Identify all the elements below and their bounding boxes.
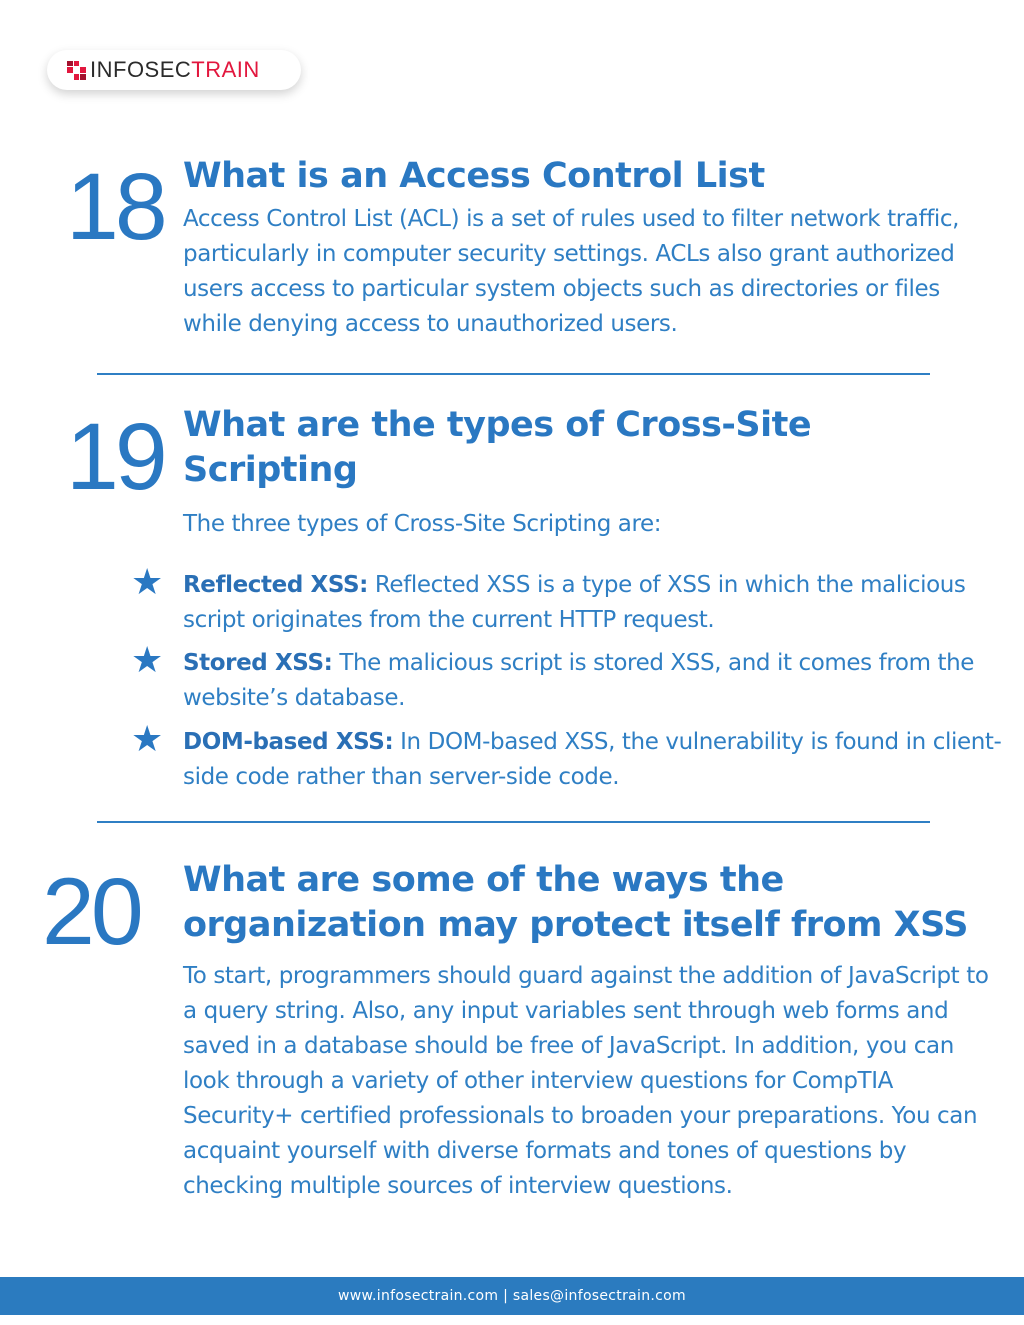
brand-logo [47,50,301,90]
list-item [131,640,1003,716]
logo-mark-icon [67,61,86,80]
logo-text: INFOSECTRAIN [90,57,260,82]
question-number-19: 19 [66,404,164,510]
list-item [131,562,1003,638]
question-number-20: 20 [42,859,140,965]
star-icon: ★ [131,562,163,603]
section-divider [97,821,930,823]
question-body-20: To start, programmers should guard against the addition of JavaScript to a query string. Also, any input variables sent through web forms and saved in a database should be free of JavaScript. In addition, you can look through a variety of other interview questions for CompTIA Security+ certified professionals to broaden your preparations. You can acquaint yourself with diverse formats and tones of questions by checking multiple sources of interview questions. [183,963,989,1199]
question-title-18: What is an Access Control List [183,156,765,196]
list-item-text: The malicious script is stored XSS, and it comes from the website’s database. [183,650,975,711]
footer-contact: www.infosectrain.com | sales@infosectrain.com [338,1288,686,1304]
list-item-text: Reflected XSS is a type of XSS in which the malicious script originates from the current HTTP request. [183,572,966,633]
list-item-term: Reflected XSS: [183,572,368,598]
footer-bar [0,1277,1024,1315]
list-item-text: In DOM-based XSS, the vulnerability is found in client-side code rather than server-side code. [183,729,1002,790]
question-intro-19: The three types of Cross-Site Scripting are: [183,511,662,537]
star-icon: ★ [131,719,163,760]
question-title-19: What are the types of Cross-Site Scripting [183,405,812,490]
question-title-20: What are some of the ways the organization may protect itself from XSS [183,860,968,945]
list-item-term: DOM-based XSS: [183,729,394,755]
list-item-term: Stored XSS: [183,650,333,676]
list-item [131,719,1003,795]
question-body-18: Access Control List (ACL) is a set of rules used to filter network traffic, particularly in computer security settings. ACLs also grant authorized users access to particular system objects such as directories or files while denying access to unauthorized users. [183,206,960,337]
question-number-18: 18 [66,154,164,260]
section-divider [97,373,930,375]
star-icon: ★ [131,640,163,681]
